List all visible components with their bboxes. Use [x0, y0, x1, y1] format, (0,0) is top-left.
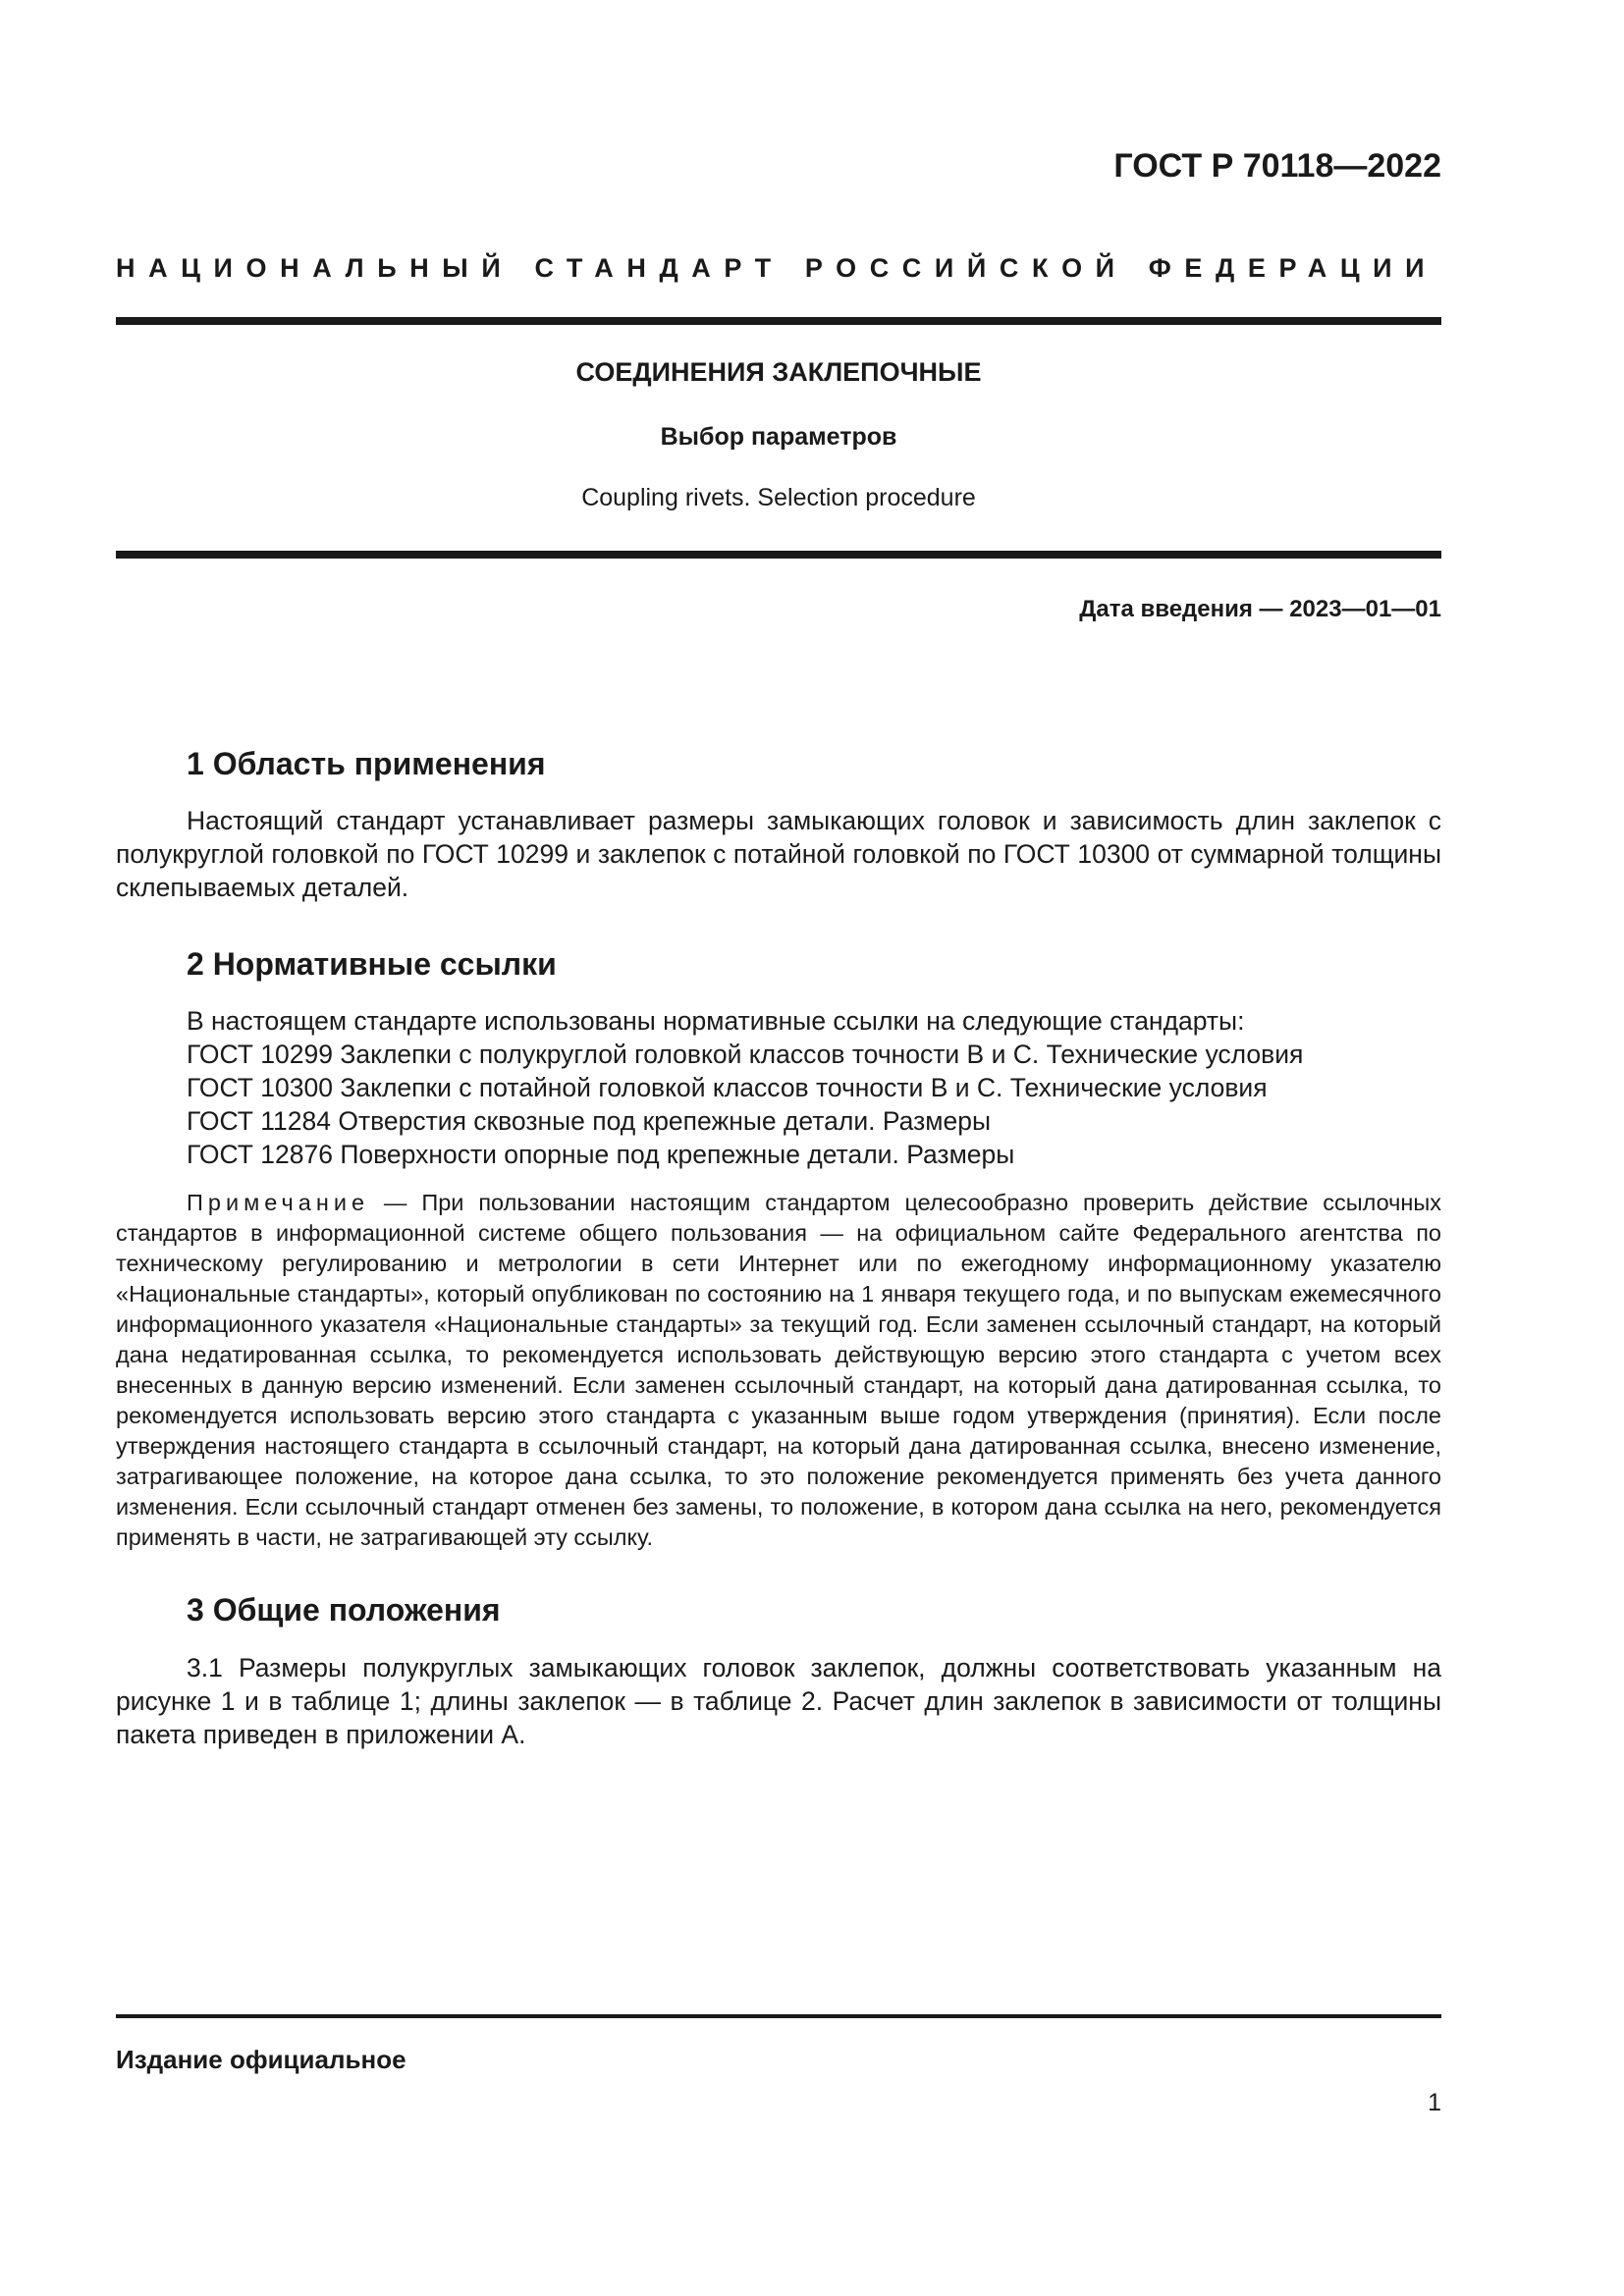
section-1-paragraph: Настоящий стандарт устанавливает размеры замыкающих головок и зависимость длин заклепок с полукруглой головкой по ГОСТ 10299 и заклепок с потайной головкой по ГОСТ 10300 от суммарной толщины склепываемых деталей.: [116, 806, 1441, 902]
references-intro: В настоящем стандарте использованы нормативные ссылки на следующие стандарты:: [187, 1006, 1245, 1036]
section-1-heading: 1 Область применения: [187, 746, 546, 781]
document-title: СОЕДИНЕНИЯ ЗАКЛЕПОЧНЫЕ: [575, 357, 982, 387]
introduction-date: Дата введения — 2023—01—01: [1079, 596, 1441, 622]
note-paragraph: [116, 1188, 1441, 1553]
note-block: [116, 1188, 1441, 1553]
reference-item: ГОСТ 11284 Отверстия сквозные под крепежные детали. Размеры: [187, 1106, 991, 1136]
english-title: Coupling rivets. Selection procedure: [581, 484, 976, 511]
note-label: Примечание: [187, 1190, 370, 1215]
section-3-text: [116, 1651, 1441, 1751]
document-code: ГОСТ Р 70118—2022: [1113, 147, 1441, 185]
document-subtitle: Выбор параметров: [660, 423, 897, 451]
section-1-text: [116, 804, 1441, 904]
page-number: 1: [1428, 2089, 1441, 2116]
section-3-paragraph: 3.1 Размеры полукруглых замыкающих головок заклепок, должны соответствовать указанным на рисунке 1 и в таблице 1; длины заклепок — в таблице 2. Расчет длин заклепок в зависимости от толщины пакета приведен в приложении А.: [116, 1653, 1441, 1749]
note-text: — При пользовании настоящим стандартом целесообразно проверить действие ссылочных стандартов в информационной системе общего пользования — на официальном сайте Федерального агентства по техническому регулированию и метрологии в сети Интернет или по ежегодному информационному указателю «Национальные стандарты», который опубликован по состоянию на 1 января текущего года, и по выпускам ежемесячного информационного указателя «Национальные стандарты» за текущий год. Если заменен ссылочный стандарт, на который дана недатированная ссылка, то рекомендуется использовать действующую версию этого стандарта с учетом всех внесенных в данную версию изменений. Если заменен ссылочный стандарт, на который дана датированная ссылка, то рекомендуется использовать версию этого стандарта с указанным выше годом утверждения (принятия). Если после утверждения настоящего стандарта в ссылочный стандарт, на который дана датированная ссылка, внесено изменение, затрагивающее положение, на которое дана ссылка, то это положение рекомендуется применять без учета данного изменения. Если ссылочный стандарт отменен без замены, то положение, в котором дана ссылка на него, рекомендуется применять в части, не затрагивающей эту ссылку.: [116, 1190, 1441, 1550]
national-standard-banner: НАЦИОНАЛЬНЫЙ СТАНДАРТ РОССИЙСКОЙ ФЕДЕРАЦИИ: [116, 253, 1438, 283]
edition-label: Издание официальное: [116, 2045, 406, 2074]
references-list: [187, 1004, 1303, 1171]
top-divider: [116, 317, 1441, 325]
reference-item: ГОСТ 10299 Заклепки с полукруглой головкой классов точности В и С. Технические условия: [187, 1040, 1304, 1069]
section-2-heading: 2 Нормативные ссылки: [187, 946, 557, 982]
section-3-heading: 3 Общие положения: [187, 1592, 501, 1628]
reference-item: ГОСТ 10300 Заклепки с потайной головкой классов точности В и С. Технические условия: [187, 1073, 1268, 1102]
reference-item: ГОСТ 12876 Поверхности опорные под крепежные детали. Размеры: [187, 1140, 1015, 1169]
footer-divider: [116, 2014, 1441, 2018]
title-divider: [116, 551, 1441, 559]
